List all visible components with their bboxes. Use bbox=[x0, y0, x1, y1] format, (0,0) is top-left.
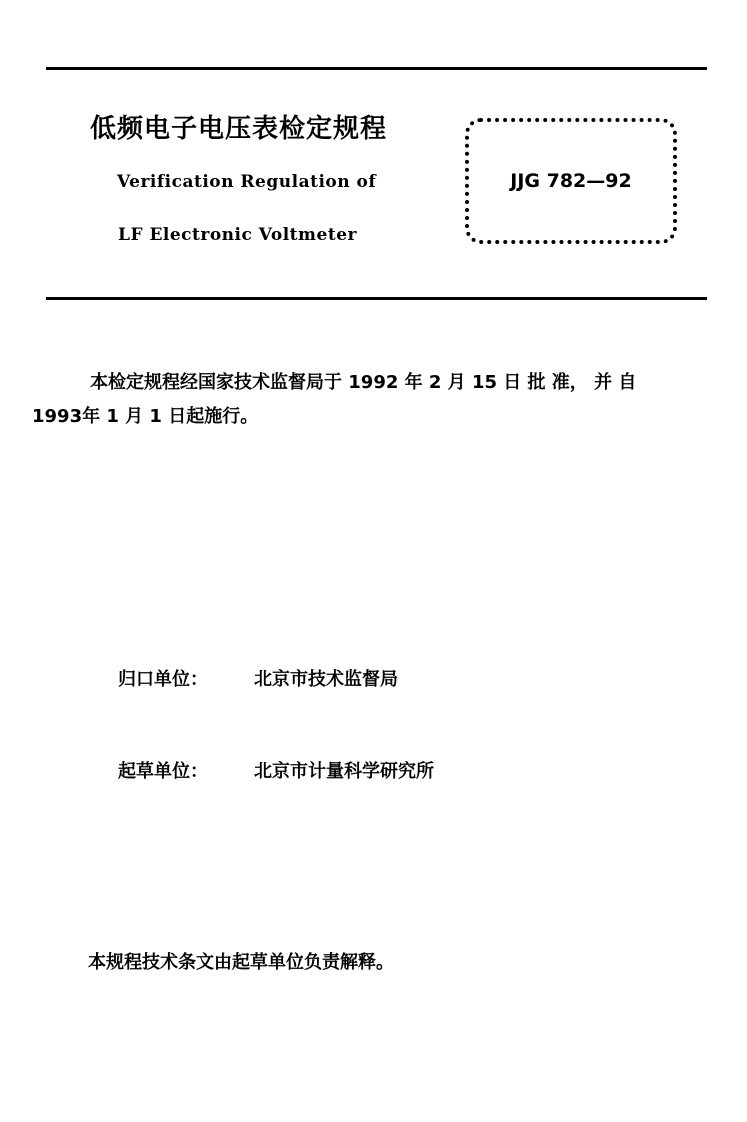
approval-line-1: 本检定规程经国家技术监督局于 1992 年 2 月 15 日 批 准， 并 自 bbox=[90, 372, 637, 393]
top-rule bbox=[46, 67, 707, 70]
approval-line-2: 1993年 1 月 1 日起施行。 bbox=[32, 406, 259, 427]
title-english-line-1: Verification Regulation of bbox=[117, 172, 377, 192]
responsible-unit-row bbox=[118, 665, 398, 691]
drafting-unit-label: 起草单位： bbox=[118, 761, 208, 782]
bottom-rule bbox=[46, 297, 707, 300]
regulation-code-frame bbox=[465, 118, 677, 244]
approval-statement bbox=[32, 366, 716, 434]
responsible-unit-label: 归口单位： bbox=[118, 669, 208, 690]
title-english-line-2: LF Electronic Voltmeter bbox=[118, 225, 357, 245]
drafting-unit-value: 北京市计量科学研究所 bbox=[254, 761, 434, 782]
responsible-unit-value: 北京市技术监督局 bbox=[254, 669, 398, 690]
interpretation-note: 本规程技术条文由起草单位负责解释。 bbox=[88, 952, 394, 973]
regulation-code: JJG 782—92 bbox=[510, 170, 632, 192]
drafting-unit-row bbox=[118, 757, 434, 783]
title-chinese: 低频电子电压表检定规程 bbox=[90, 114, 388, 144]
